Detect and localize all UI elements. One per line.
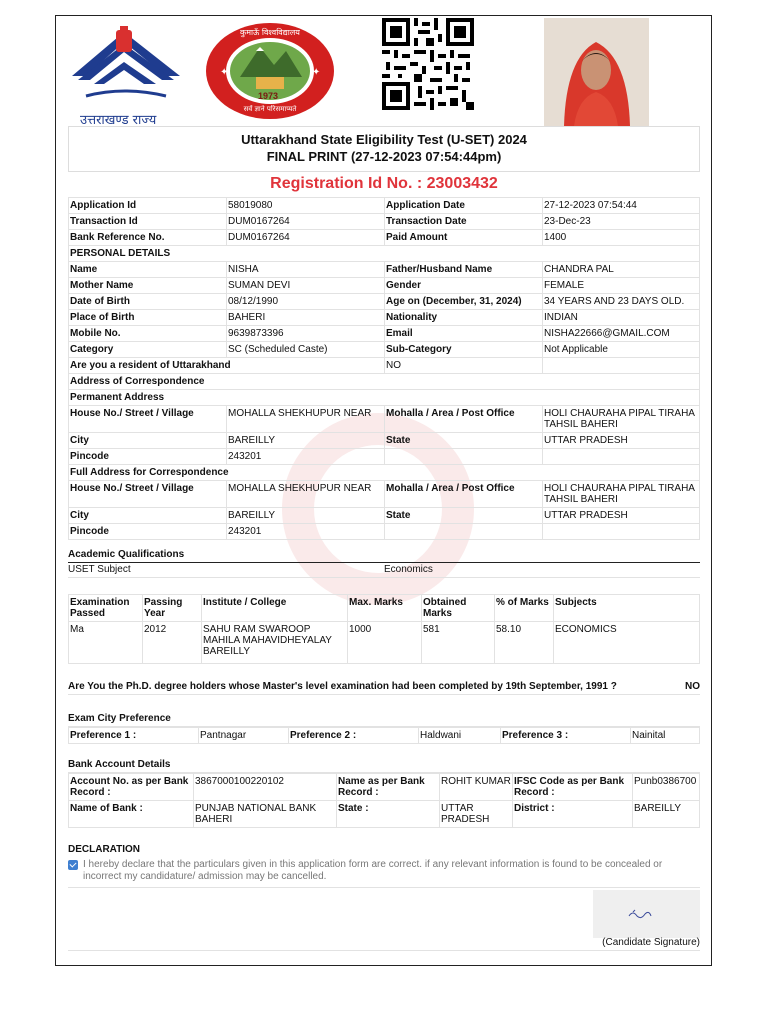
title-box [68, 126, 700, 172]
uttarakhand-emblem-icon [66, 22, 186, 108]
bank-details-table [68, 773, 700, 828]
field-value: ROHIT KUMAR [440, 774, 513, 801]
section-heading: Address of Correspondence [69, 374, 700, 390]
final-print-title: FINAL PRINT (27-12-2023 07:54:44pm) [266, 149, 502, 164]
field-label: House No./ Street / Village [69, 481, 227, 508]
empty-cell [543, 358, 700, 374]
table-cell: Ma [69, 622, 143, 664]
field-label: Are you a resident of Uttarakhand [69, 358, 385, 374]
field-label: State [385, 433, 543, 449]
column-header: Max. Marks [348, 595, 422, 622]
section-heading: PERSONAL DETAILS [69, 246, 700, 262]
qr-code-icon [382, 18, 474, 110]
state-name: उत्तराखण्ड राज्य [80, 113, 157, 128]
field-label: Pincode [69, 524, 227, 540]
field-label: Name [69, 262, 227, 278]
table-row [69, 449, 700, 465]
section-row [69, 390, 700, 406]
section-heading: Full Address for Correspondence [69, 465, 700, 481]
table-cell: 581 [422, 622, 495, 664]
table-row [69, 433, 700, 449]
empty-cell [543, 524, 700, 540]
empty-cell [385, 524, 543, 540]
empty-cell [543, 449, 700, 465]
table-row [69, 524, 700, 540]
academic-section [68, 548, 700, 664]
column-header: Obtained Marks [422, 595, 495, 622]
table-row [69, 406, 700, 433]
field-label: Nationality [385, 310, 543, 326]
table-cell: 1000 [348, 622, 422, 664]
table-row [69, 214, 700, 230]
section-row [69, 465, 700, 481]
field-label: Pincode [69, 449, 227, 465]
field-label: Bank Reference No. [69, 230, 227, 246]
field-value: BAREILLY [227, 433, 385, 449]
field-label: Transaction Date [385, 214, 543, 230]
field-label: Account No. as per Bank Record : [69, 774, 194, 801]
empty-cell [385, 449, 543, 465]
column-header: Institute / College [202, 595, 348, 622]
field-value: 1400 [543, 230, 700, 246]
field-value: Not Applicable [543, 342, 700, 358]
table-row [69, 801, 700, 828]
registration-id: Registration Id No. : 23003432 [270, 175, 498, 192]
field-label: Mohalla / Area / Post Office [385, 406, 543, 433]
field-value: SC (Scheduled Caste) [227, 342, 385, 358]
table-cell: SAHU RAM SWAROOP MAHILA MAHAVIDHEYALAY BAREILLY [202, 622, 348, 664]
signature-divider [68, 950, 700, 951]
field-label: Age on (December, 31, 2024) [385, 294, 543, 310]
field-value: BAREILLY [227, 508, 385, 524]
field-label: House No./ Street / Village [69, 406, 227, 433]
phd-question-row [68, 680, 700, 695]
field-value: UTTAR PRADESH [440, 801, 513, 828]
field-label: Name as per Bank Record : [337, 774, 440, 801]
field-label: Gender [385, 278, 543, 294]
field-label: State : [337, 801, 440, 828]
uttarakhand-logo [66, 22, 186, 128]
candidate-photo [544, 18, 649, 126]
field-value: BAHERI [227, 310, 385, 326]
form-header [56, 16, 711, 126]
field-value: 23-Dec-23 [543, 214, 700, 230]
field-label: Place of Birth [69, 310, 227, 326]
field-value: 08/12/1990 [227, 294, 385, 310]
field-label: Application Date [385, 198, 543, 214]
table-row [69, 622, 700, 664]
declaration-checkbox[interactable] [68, 860, 78, 870]
field-label: Mohalla / Area / Post Office [385, 481, 543, 508]
uset-subject-value: Economics [384, 564, 433, 575]
preference-value: Pantnagar [199, 728, 289, 744]
field-value: MOHALLA SHEKHUPUR NEAR [227, 406, 385, 433]
field-value: NISHA22666@GMAIL.COM [543, 326, 700, 342]
preference-label: Preference 3 : [501, 728, 631, 744]
bank-title: Bank Account Details [68, 758, 700, 773]
table-row [69, 326, 700, 342]
preference-value: Haldwani [419, 728, 501, 744]
field-label: IFSC Code as per Bank Record : [513, 774, 633, 801]
column-header: Passing Year [143, 595, 202, 622]
table-row [69, 358, 700, 374]
field-value: FEMALE [543, 278, 700, 294]
exam-city-section [68, 712, 700, 744]
table-row [69, 294, 700, 310]
field-label: Sub-Category [385, 342, 543, 358]
application-form [55, 15, 712, 966]
declaration-title: DECLARATION [68, 844, 141, 855]
bank-section [68, 758, 700, 828]
field-label: Email [385, 326, 543, 342]
university-logo [204, 21, 336, 121]
table-row [69, 278, 700, 294]
phd-question: Are You the Ph.D. degree holders whose Master's level examination had been completed by 19th September, 1991 ? [68, 681, 617, 692]
phd-answer: NO [685, 681, 700, 692]
declaration-text: I hereby declare that the particulars given in this application form are correct. if any relevant information is found to be concealed or incorrect my candidature/ admission may be cancelled. [83, 859, 663, 882]
uset-subject-label: USET Subject [68, 564, 131, 575]
field-value: CHANDRA PAL [543, 262, 700, 278]
signature-image [593, 890, 700, 938]
field-label: Transaction Id [69, 214, 227, 230]
field-value: HOLI CHAURAHA PIPAL TIRAHA TAHSIL BAHERI [543, 406, 700, 433]
field-label: Application Id [69, 198, 227, 214]
svg-text:✦: ✦ [312, 67, 321, 78]
field-value: 34 YEARS AND 23 DAYS OLD. [543, 294, 700, 310]
table-row [69, 481, 700, 508]
field-value: UTTAR PRADESH [543, 508, 700, 524]
preference-value: Nainital [631, 728, 700, 744]
city-preference-table [68, 727, 700, 744]
table-cell: ECONOMICS [554, 622, 700, 664]
field-value: UTTAR PRADESH [543, 433, 700, 449]
field-value: 9639873396 [227, 326, 385, 342]
field-value: 243201 [227, 524, 385, 540]
university-motto: सर्वं ज्ञाने परिसमाप्यते [243, 105, 297, 113]
exam-city-title: Exam City Preference [68, 712, 700, 727]
column-header: % of Marks [495, 595, 554, 622]
field-label: Date of Birth [69, 294, 227, 310]
uset-subject-row [68, 563, 700, 578]
qualification-table [68, 594, 700, 664]
university-name: कुमाऊँ विश्वविद्यालय [240, 28, 300, 37]
section-row [69, 374, 700, 390]
table-row [69, 342, 700, 358]
academic-title: Academic Qualifications [68, 548, 700, 563]
field-label: Mobile No. [69, 326, 227, 342]
signature-scribble-icon [593, 890, 700, 938]
field-label: District : [513, 801, 633, 828]
field-value: 3867000100220102 [194, 774, 337, 801]
field-value: SUMAN DEVI [227, 278, 385, 294]
field-value: INDIAN [543, 310, 700, 326]
field-value: Punb0386700 [633, 774, 700, 801]
field-label: City [69, 508, 227, 524]
column-header: Subjects [554, 595, 700, 622]
personal-details-table [68, 197, 700, 540]
field-value: NO [385, 358, 543, 374]
table-header-row [69, 595, 700, 622]
field-label: Paid Amount [385, 230, 543, 246]
exam-title: Uttarakhand State Eligibility Test (U-SET) 2024 [241, 132, 527, 147]
candidate-portrait-icon [544, 18, 649, 126]
table-row [69, 310, 700, 326]
field-label: Father/Husband Name [385, 262, 543, 278]
field-label: Mother Name [69, 278, 227, 294]
field-value: MOHALLA SHEKHUPUR NEAR [227, 481, 385, 508]
signature-label: (Candidate Signature) [602, 937, 700, 948]
table-row [69, 230, 700, 246]
section-heading: Permanent Address [69, 390, 700, 406]
field-label: City [69, 433, 227, 449]
declaration-row [68, 859, 700, 888]
table-row [69, 774, 700, 801]
field-value: DUM0167264 [227, 214, 385, 230]
field-value: 58019080 [227, 198, 385, 214]
table-row [69, 198, 700, 214]
table-row [69, 262, 700, 278]
university-year: 1973 [258, 91, 279, 101]
field-label: State [385, 508, 543, 524]
field-value: DUM0167264 [227, 230, 385, 246]
table-row [69, 728, 700, 744]
field-label: Name of Bank : [69, 801, 194, 828]
field-value: BAREILLY [633, 801, 700, 828]
field-label: Category [69, 342, 227, 358]
field-value: PUNJAB NATIONAL BANK BAHERI [194, 801, 337, 828]
field-value: HOLI CHAURAHA PIPAL TIRAHA TAHSIL BAHERI [543, 481, 700, 508]
field-value: NISHA [227, 262, 385, 278]
svg-text:✦: ✦ [220, 67, 229, 78]
table-cell: 2012 [143, 622, 202, 664]
section-row [69, 246, 700, 262]
table-cell: 58.10 [495, 622, 554, 664]
field-value: 27-12-2023 07:54:44 [543, 198, 700, 214]
table-row [69, 508, 700, 524]
declaration-section [68, 844, 700, 888]
column-header: Examination Passed [69, 595, 143, 622]
field-value: 243201 [227, 449, 385, 465]
preference-label: Preference 1 : [69, 728, 199, 744]
preference-label: Preference 2 : [289, 728, 419, 744]
